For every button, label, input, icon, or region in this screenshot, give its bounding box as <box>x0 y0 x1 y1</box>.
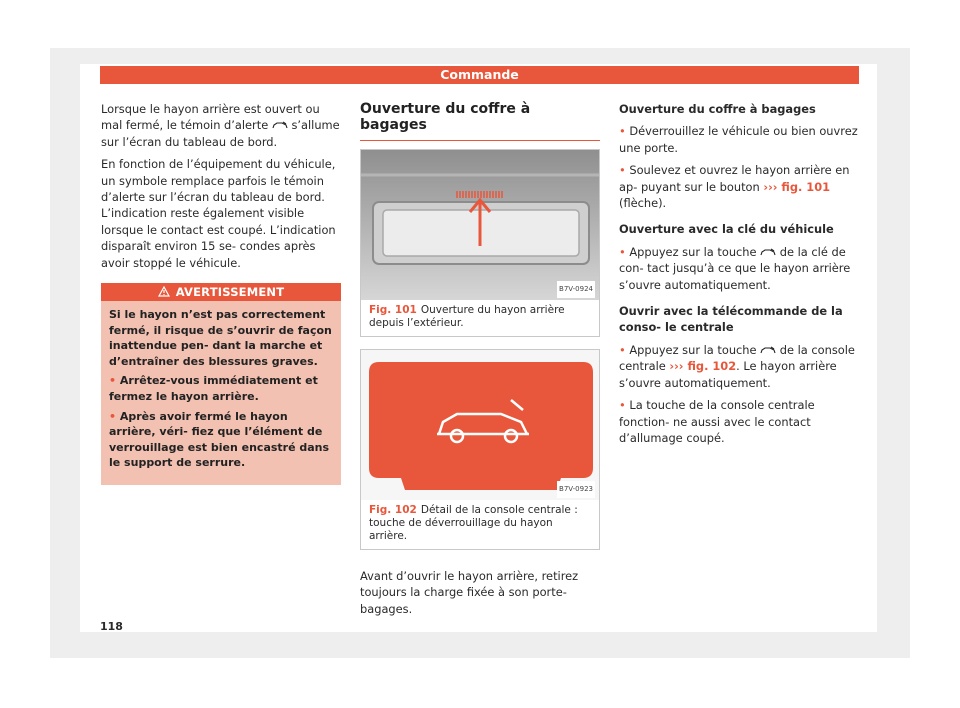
warning-intro: Si le hayon n’est pas correctement fermé, il risque de s’ouvrir de façon inattendue pen- dant la marche et d’entraîner des blessures graves. <box>109 308 332 368</box>
list-item: • Appuyez sur la touche de la clé de con- tact jusqu’à ce que le hayon arrière s’ouvre automatiquement. <box>619 244 851 292</box>
figure-code: B7V-0923 <box>557 481 595 497</box>
list-item: • Déverrouillez le véhicule ou bien ouvrez une porte. <box>619 124 858 155</box>
section-header: Commande <box>100 66 859 84</box>
page-number: 118 <box>100 620 123 633</box>
intro-text-end: s’allume sur l’écran du tableau de bord. <box>101 118 340 149</box>
tailgate-exterior-image <box>361 150 599 300</box>
car-tailgate-icon <box>760 346 776 355</box>
list-item: • La touche de la console centrale fonction- ne aussi avec le contact d’allumage coupé. <box>619 398 815 445</box>
figure-102 <box>360 349 600 550</box>
warning-bullet: • Après avoir fermé le hayon arrière, véri- fiez que l’élément de verrouillage est bien encastré dans le support de serrure. <box>109 409 330 470</box>
car-tailgate-icon <box>272 121 288 130</box>
list-item: • Appuyez sur la touche de la console centrale ››› fig. 102. Le hayon arrière s’ouvre automatiquement. <box>619 342 855 390</box>
equipment-paragraph: En fonction de l’équipement du véhicule, un symbole remplace parfois le témoin d’alerte sur l’écran du tableau de bord. L’indication reste également visible lorsque le contact est coupé. L’indication disparaît environ 15 se- condes après avoir stoppé le véhicule. <box>101 157 336 270</box>
subsection-title: Ouverture avec la clé du véhicule <box>619 222 834 237</box>
car-tailgate-icon <box>760 248 776 257</box>
intro-paragraph <box>101 101 341 150</box>
figure-caption-text: Ouverture du hayon arrière depuis l’extérieur. <box>369 303 565 329</box>
section-title: Ouverture du coffre à bagages <box>360 101 600 141</box>
console-button-image <box>361 350 599 500</box>
subsection-title: Ouvrir avec la télécommande de la conso- le centrale <box>619 304 843 335</box>
middle-column <box>360 101 600 623</box>
figure-label: Fig. 101 <box>369 303 417 316</box>
subsection-title: Ouverture du coffre à bagages <box>619 102 816 116</box>
figure-caption-text: Détail de la console centrale : touche de déverrouillage du hayon arrière. <box>369 503 578 542</box>
intro-text-start: Lorsque le hayon arrière est ouvert ou mal fermé, le témoin d’alerte <box>101 102 320 133</box>
warning-body <box>101 301 341 471</box>
warning-title: AVERTISSEMENT <box>175 285 285 300</box>
figure-link[interactable]: ››› fig. 101 <box>763 179 831 194</box>
figure-caption <box>361 300 599 336</box>
warning-triangle-icon <box>158 286 170 297</box>
warning-box <box>101 283 341 485</box>
figure-code: B7V-0924 <box>557 281 595 297</box>
figure-101 <box>360 149 600 337</box>
warning-bullet: • Arrêtez-vous immédiatement et fermez le hayon arrière. <box>109 374 318 404</box>
right-column <box>619 101 859 452</box>
left-column <box>101 101 341 485</box>
list-item: • Soulevez et ouvrez le hayon arrière en ap- puyant sur le bouton ››› fig. 101 (flèche). <box>619 163 850 211</box>
load-paragraph: Avant d’ouvrir le hayon arrière, retirez toujours la charge fixée à son porte-bagages. <box>360 568 579 616</box>
figure-link[interactable]: ››› fig. 102 <box>669 359 737 374</box>
warning-header <box>101 283 341 301</box>
figure-caption <box>361 500 599 549</box>
figure-label: Fig. 102 <box>369 503 417 516</box>
